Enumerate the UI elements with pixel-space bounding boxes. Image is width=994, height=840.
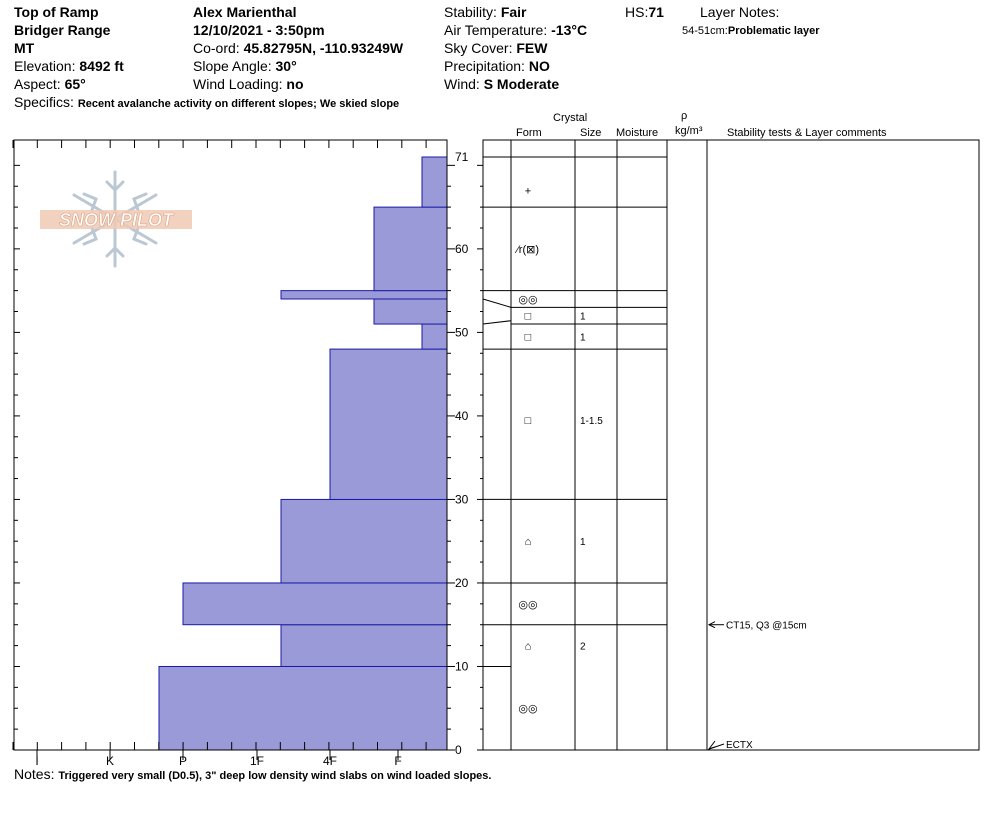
hardness-bar: [281, 499, 447, 583]
grain-form-symbol: ⌂: [524, 640, 532, 653]
sky-value: FEW: [516, 40, 548, 56]
observer-name: Alex Marienthal: [193, 4, 297, 20]
height-tick-label: 40: [455, 408, 469, 423]
logo-text: SNOW PILOT: [59, 210, 173, 230]
grain-form-symbol: ◎◎: [518, 703, 538, 716]
wind-label: Wind:: [444, 76, 480, 92]
snow-pilot-logo: [40, 172, 192, 266]
height-tick-label: 30: [455, 492, 469, 507]
stability-tests: [709, 621, 807, 751]
hardness-tick-label: F: [394, 754, 402, 768]
coord-value: 45.82795N, -110.93249W: [243, 40, 404, 56]
hardness-tick-label: K: [105, 754, 115, 768]
hardness-bars: [159, 157, 447, 750]
moisture-header: Moisture: [616, 127, 659, 139]
grain-form-symbol: □: [524, 310, 532, 323]
aspect-label: Aspect:: [14, 76, 61, 92]
hs-label: HS:: [625, 4, 649, 20]
notes-text: Triggered very small (D0.5), 3" deep low density wind slabs on wind loaded slopes.: [58, 770, 492, 782]
size-header: Size: [580, 127, 602, 139]
layer-row: [525, 641, 586, 653]
layer-row: [525, 311, 586, 323]
density-unit-header: kg/m³: [675, 125, 703, 137]
layer-row: [525, 536, 586, 548]
layer-row: [514, 244, 539, 256]
boundary-connector: [483, 321, 511, 324]
date-time: 12/10/2021 - 3:50pm: [193, 22, 325, 38]
precip-label: Precipitation:: [444, 58, 525, 74]
hardness-bar: [422, 157, 447, 207]
hs-value: 71: [648, 4, 664, 20]
specifics-value: Recent avalanche activity on different slopes; We skied slope: [77, 98, 400, 110]
stability-test-arrowhead: [709, 741, 715, 749]
elevation-label: Elevation:: [14, 58, 76, 74]
stability-value: Fair: [500, 4, 527, 20]
grain-size: 1: [580, 537, 586, 549]
layer-row: [525, 332, 586, 344]
height-tick-label: 71: [455, 150, 469, 164]
grain-form-symbol: □: [524, 331, 532, 344]
grain-form-symbol: ⌂: [524, 536, 532, 549]
notes-label-text: Notes:: [14, 766, 55, 782]
height-tick-label: 60: [455, 241, 469, 256]
precip-value: NO: [528, 58, 550, 74]
height-tick-label: 0: [455, 743, 462, 757]
hardness-bar: [159, 666, 447, 750]
form-header: Form: [516, 127, 542, 139]
stability-test: [709, 740, 753, 751]
layer-row: [518, 703, 537, 715]
hardness-bar: [281, 291, 447, 299]
hardness-bar: [330, 349, 447, 499]
grain-form-symbol: +: [524, 185, 532, 198]
boundary-connector: [483, 299, 511, 307]
slope-value: 30°: [275, 58, 297, 74]
height-tick-label: 20: [455, 575, 469, 590]
air-temp-value: -13°C: [551, 22, 588, 38]
layer-notes-label: Layer Notes:: [700, 4, 780, 20]
aspect-value: 65°: [64, 76, 86, 92]
crystal-header: Crystal: [553, 112, 588, 124]
stability-test-label: ECTX: [726, 740, 753, 751]
grain-size: 1: [580, 311, 586, 323]
stability-label: Stability:: [444, 4, 497, 20]
hardness-bar: [183, 583, 447, 625]
stability-test: [709, 621, 807, 632]
wind-value: S Moderate: [483, 76, 560, 92]
grain-form-symbol: □: [524, 415, 532, 428]
hardness-bar: [374, 299, 447, 324]
rho-header: ρ: [681, 110, 688, 122]
grain-form-symbol: ⁄r(⊠): [516, 243, 540, 256]
stability-test-label: CT15, Q3 @15cm: [726, 620, 807, 632]
coord-label: Co-ord:: [193, 40, 240, 56]
elevation-value: 8492 ft: [79, 58, 124, 74]
layer-row: [518, 599, 537, 611]
hardness-bar: [281, 625, 447, 667]
layer-note-range: 54-51cm:: [682, 25, 728, 37]
wind-loading-label: Wind Loading:: [193, 76, 283, 92]
state-name: MT: [14, 40, 35, 56]
slope-label: Slope Angle:: [193, 58, 272, 74]
layer-rows: [514, 185, 603, 715]
hardness-bar: [422, 324, 447, 349]
notes: [14, 765, 491, 785]
hardness-tick-label: 4F: [322, 754, 338, 768]
layer-note-text: Problematic layer: [727, 25, 820, 37]
grain-form-symbol: ◎◎: [518, 293, 538, 306]
hardness-tick-label: I: [35, 754, 39, 768]
grain-size: 1-1.5: [580, 416, 603, 428]
air-temp-label: Air Temperature:: [444, 22, 548, 38]
layer-row: [525, 185, 531, 197]
height-tick-label: 50: [455, 325, 469, 340]
wind-loading-value: no: [286, 76, 304, 92]
layer-row: [525, 415, 604, 427]
hardness-tick-label: P: [178, 754, 188, 768]
range-name: Bridger Range: [14, 22, 111, 38]
hardness-bar: [374, 207, 447, 291]
layer-table-frame: [483, 140, 979, 750]
grain-size: 1: [580, 332, 586, 344]
grain-size: 2: [580, 641, 586, 653]
sky-label: Sky Cover:: [444, 40, 513, 56]
stability-tests-header: Stability tests & Layer comments: [727, 127, 887, 139]
specifics-label: Specifics:: [14, 94, 74, 110]
hardness-tick-label: 1F: [249, 754, 265, 768]
layer-row: [518, 294, 537, 306]
location-name: Top of Ramp: [14, 4, 99, 20]
grain-form-symbol: ◎◎: [518, 598, 538, 611]
height-tick-label: 10: [455, 659, 469, 674]
